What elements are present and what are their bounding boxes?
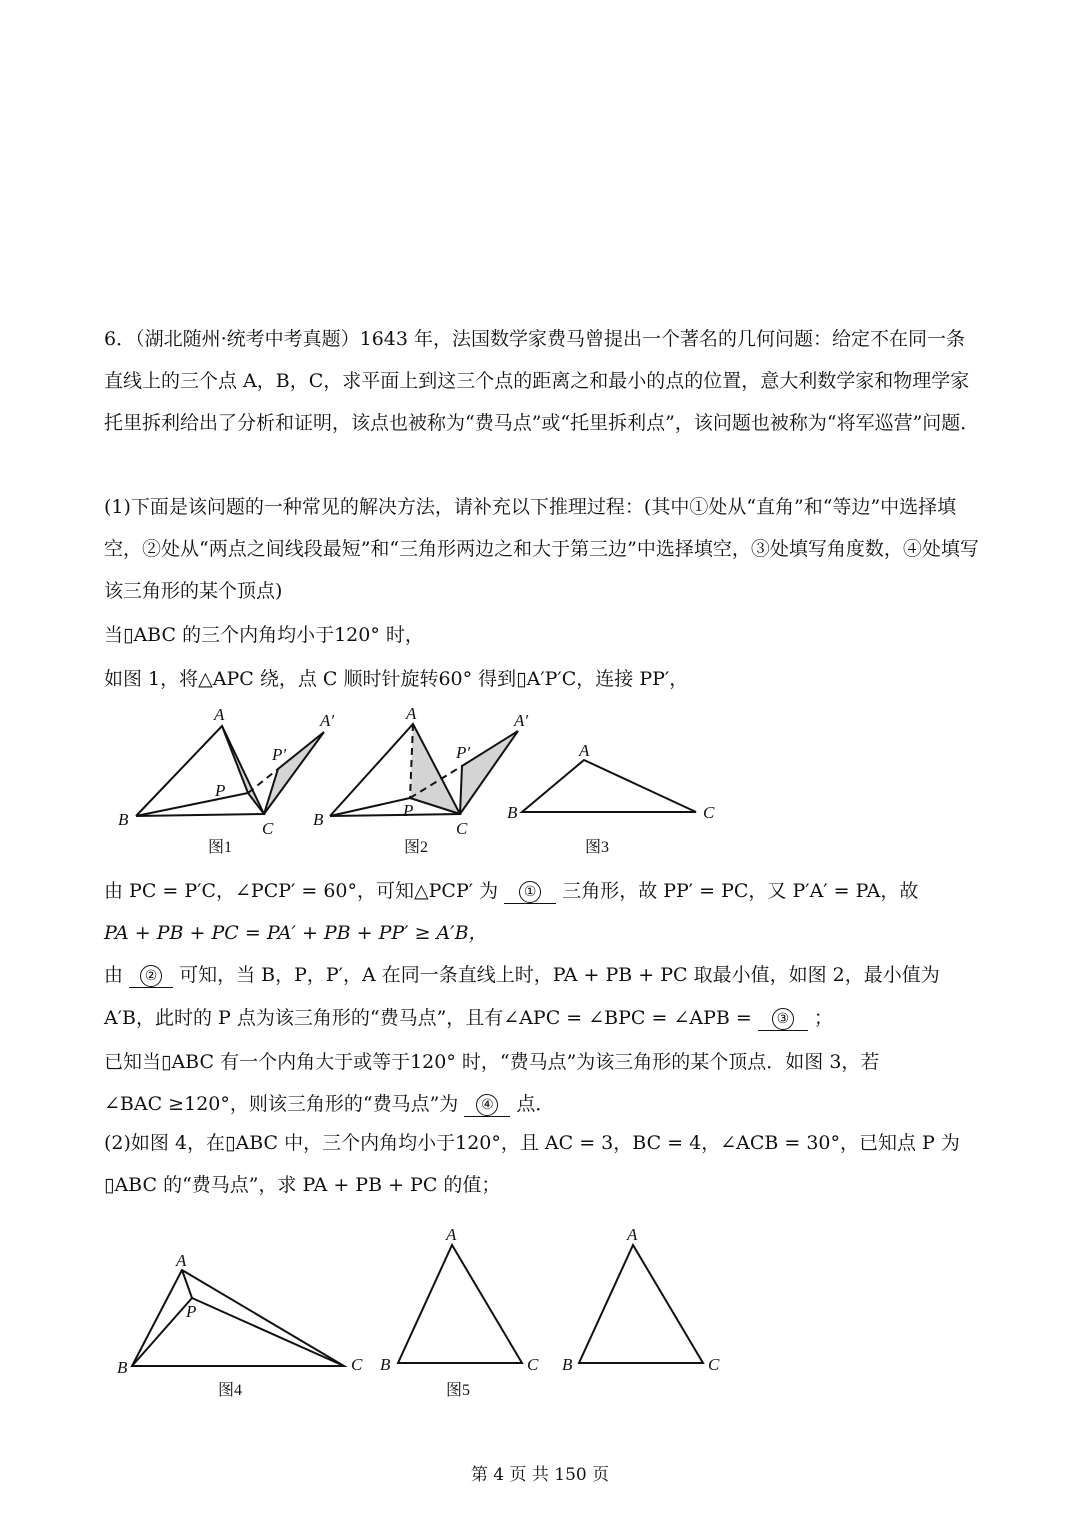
line-minimum-a: 由 [104,964,124,986]
line-rotation: 如图 1，将△APC 绕，点 C 顺时针旋转60° 得到▯A′P′C，连接 PP′， [104,668,689,690]
line-minimum-b: 可知，当 B，P，P′，A 在同一条直线上时，PA + PB + PC 取最小值，如图 2，最小值为 [179,964,940,986]
page-footer: 第 4 页 共 150 页 [470,1465,610,1485]
fig6-label-a: A [627,1225,638,1244]
fig6-label-c: C [708,1355,720,1374]
fig4-label-p: P [186,1302,197,1321]
caption-fig2: 图2 [404,839,429,856]
fig1-label-b: B [118,810,129,829]
fig2-label-p: P [403,801,414,820]
fig5-label-c: C [527,1355,539,1374]
fig3-label-a: A [579,741,590,760]
caption-fig5: 图5 [446,1382,471,1399]
caption-fig4: 图4 [218,1382,243,1399]
fig1-label-a: A [214,705,225,724]
line-fermat-angles-b: ； [813,1007,833,1029]
figure-2 [330,724,518,816]
fig3-label-c: C [703,803,715,822]
fig4-label-a: A [176,1251,187,1270]
figure-3-triangle [522,760,696,812]
fig2-label-c: C [456,819,468,838]
line-vertex-b: 点． [516,1093,555,1115]
figure-5-triangle [398,1245,522,1363]
fig4-segment-pc [192,1298,344,1366]
fig2-label-a: A [406,704,417,723]
fig5-label-a: A [446,1225,457,1244]
fig2-label-b: B [313,810,324,829]
fig2-label-pp: P′ [456,743,471,762]
blank-4-marker: ④ [476,1094,498,1116]
fig5-label-b: B [380,1355,391,1374]
fig1-label-pp: P′ [272,745,287,764]
fig2-label-ap: A′ [514,711,529,730]
caption-fig1: 图1 [208,839,233,856]
blank-2-marker: ② [140,965,162,987]
problem-intro: 6．（湖北随州·统考中考真题）1643 年，法国数学家费马曾提出一个著名的几何问题：给定不在同一条直线上的三个点 A，B，C，求平面上到这三个点的距离之和最小的点的位置，意大利数学家和物理学家托里拆利给出了分析和证明，该点也被称为“费马点”或“托里拆利点”，该问题也被称为“将军巡营”问题． [104,328,980,434]
line-fermat-angles-a: A′B，此时的 P 点为该三角形的“费马点”，且有∠APC = ∠BPC = ∠APB = [104,1007,752,1029]
problem-part2: (2)如图 4，在▯ABC 中，三个内角均小于120°，且 AC = 3，BC = 4，∠ACB = 30°，已知点 P 为▯ABC 的“费马点”，求 PA + PB + PC 的值； [104,1132,960,1196]
line-vertex-a: ∠BAC ≥120°，则该三角形的“费马点”为 [104,1093,459,1115]
fig3-label-b: B [507,803,518,822]
figure-6-triangle [579,1245,703,1363]
fig2-segment-bp [330,798,410,816]
fig1-label-c: C [262,819,274,838]
fig1-label-ap: A′ [320,711,335,730]
figure-1 [136,726,324,816]
line-equilateral-b: 三角形，故 PP′ = PC，又 P′A′ = PA，故 [562,880,919,902]
line-large-angle: 已知当▯ABC 有一个内角大于或等于120° 时，“费马点”为该三角形的某个顶点．如图 3，若 [104,1051,880,1073]
figure-4 [132,1270,344,1366]
fig4-label-c: C [351,1355,363,1374]
blank-3-marker: ③ [772,1008,794,1030]
problem-part1: (1)下面是该问题的一种常见的解决方法，请补充以下推理过程：(其中①处从“直角”和“等边”中选择填空，②处从“两点之间线段最短”和“三角形两边之和大于第三边”中选择填空，③处填写角度数，④处填写该三角形的某个顶点) [104,496,979,602]
fig1-segment-ap [222,726,248,793]
fig6-label-b: B [562,1355,573,1374]
line-inequality: PA + PB + PC = PA′ + PB + PP′ ≥ A′B， [104,922,488,944]
fig4-label-b: B [117,1358,128,1377]
fig1-segment-bp [136,793,248,816]
blank-1-marker: ① [519,881,541,903]
caption-fig3: 图3 [585,839,610,856]
line-equilateral-a: 由 PC = P′C，∠PCP′ = 60°，可知△PCP′ 为 [104,880,499,902]
line-condition: 当▯ABC 的三个内角均小于120° 时， [104,624,424,646]
fig1-label-p: P [215,781,226,800]
